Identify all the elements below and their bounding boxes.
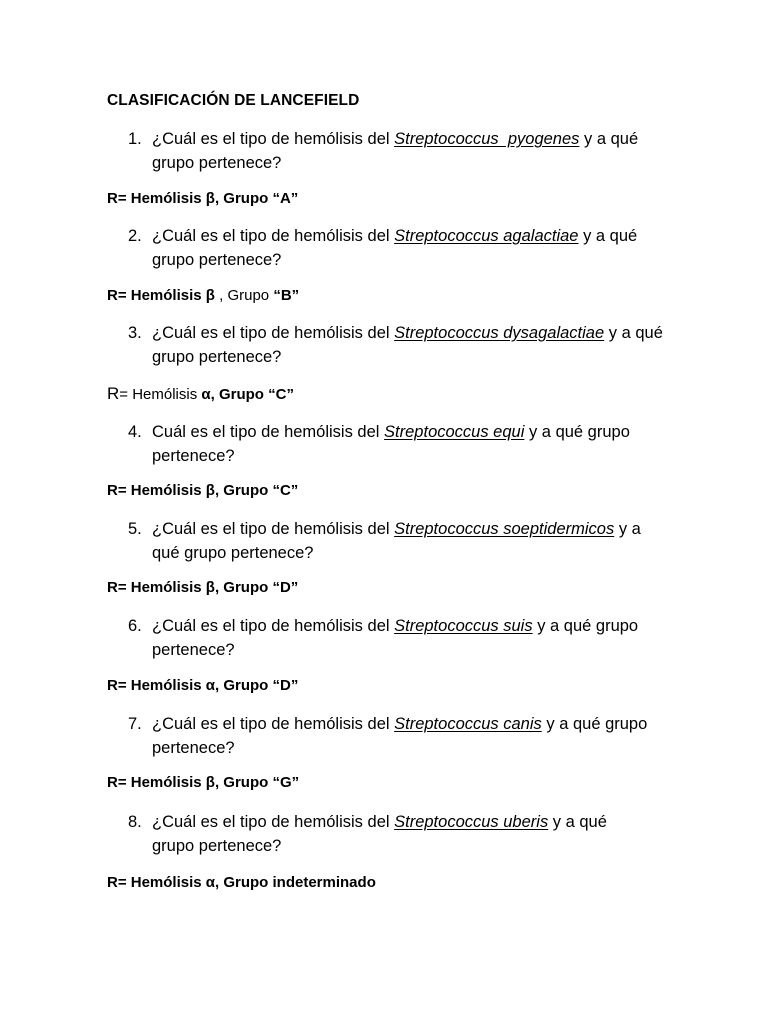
question-text: Cuál es el tipo de hemólisis del Streptococcus equi y a qué grupo pertenece? [152,423,630,465]
question-number: 5. [128,520,142,538]
question-number: 3. [128,324,142,342]
answer-2: R= Hemólisis β , Grupo “B” [107,287,300,304]
question-text: ¿Cuál es el tipo de hemólisis del Streptococcus dysagalactiae y a qué grupo pertenece? [152,324,663,366]
question-6 [128,614,648,662]
answer-7: R= Hemólisis β, Grupo “G” [107,774,300,791]
answer-8: R= Hemólisis α, Grupo indeterminado [107,874,376,891]
species-name: Streptococcus suis [394,617,533,635]
question-text: ¿Cuál es el tipo de hemólisis del Streptococcus soeptidermicos y a qué grupo pertenece? [152,520,641,562]
species-name: Streptococcus uberis [394,813,549,831]
question-3 [128,321,668,369]
question-number: 4. [128,423,142,441]
question-text: ¿Cuál es el tipo de hemólisis del Streptococcus agalactiae y a qué grupo pertenece? [152,227,638,269]
answer-5: R= Hemólisis β, Grupo “D” [107,579,299,596]
question-4 [128,420,688,468]
question-7 [128,712,648,760]
species-name: Streptococcus canis [394,715,542,733]
answer-1: R= Hemólisis β, Grupo “A” [107,190,299,207]
species-name: Streptococcus equi [384,423,525,441]
question-8 [128,810,648,858]
question-number: 6. [128,617,142,635]
question-text: ¿Cuál es el tipo de hemólisis del Streptococcus pyogenes y a qué grupo pertenece? [152,130,639,172]
question-number: 2. [128,227,142,245]
question-1 [128,127,668,175]
question-5 [128,517,668,565]
question-2 [128,224,668,272]
answer-4: R= Hemólisis β, Grupo “C” [107,482,299,499]
species-name: Streptococcus dysagalactiae [394,324,605,342]
question-text: ¿Cuál es el tipo de hemólisis del Streptococcus uberis y a qué grupo pertenece? [152,813,607,855]
answer-6: R= Hemólisis α, Grupo “D” [107,677,299,694]
question-text: ¿Cuál es el tipo de hemólisis del Streptococcus suis y a qué grupo pertenece? [152,617,639,659]
species-name: Streptococcus agalactiae [394,227,579,245]
species-name: Streptococcus pyogenes [394,130,580,148]
question-text: ¿Cuál es el tipo de hemólisis del Streptococcus canis y a qué grupo pertenece? [152,715,648,757]
question-number: 1. [128,130,142,148]
question-number: 8. [128,813,142,831]
answer-3: R= Hemólisis α, Grupo “C” [107,384,294,403]
species-name: Streptococcus soeptidermicos [394,520,615,538]
question-number: 7. [128,715,142,733]
page-title: CLASIFICACIÓN DE LANCEFIELD [107,92,360,109]
